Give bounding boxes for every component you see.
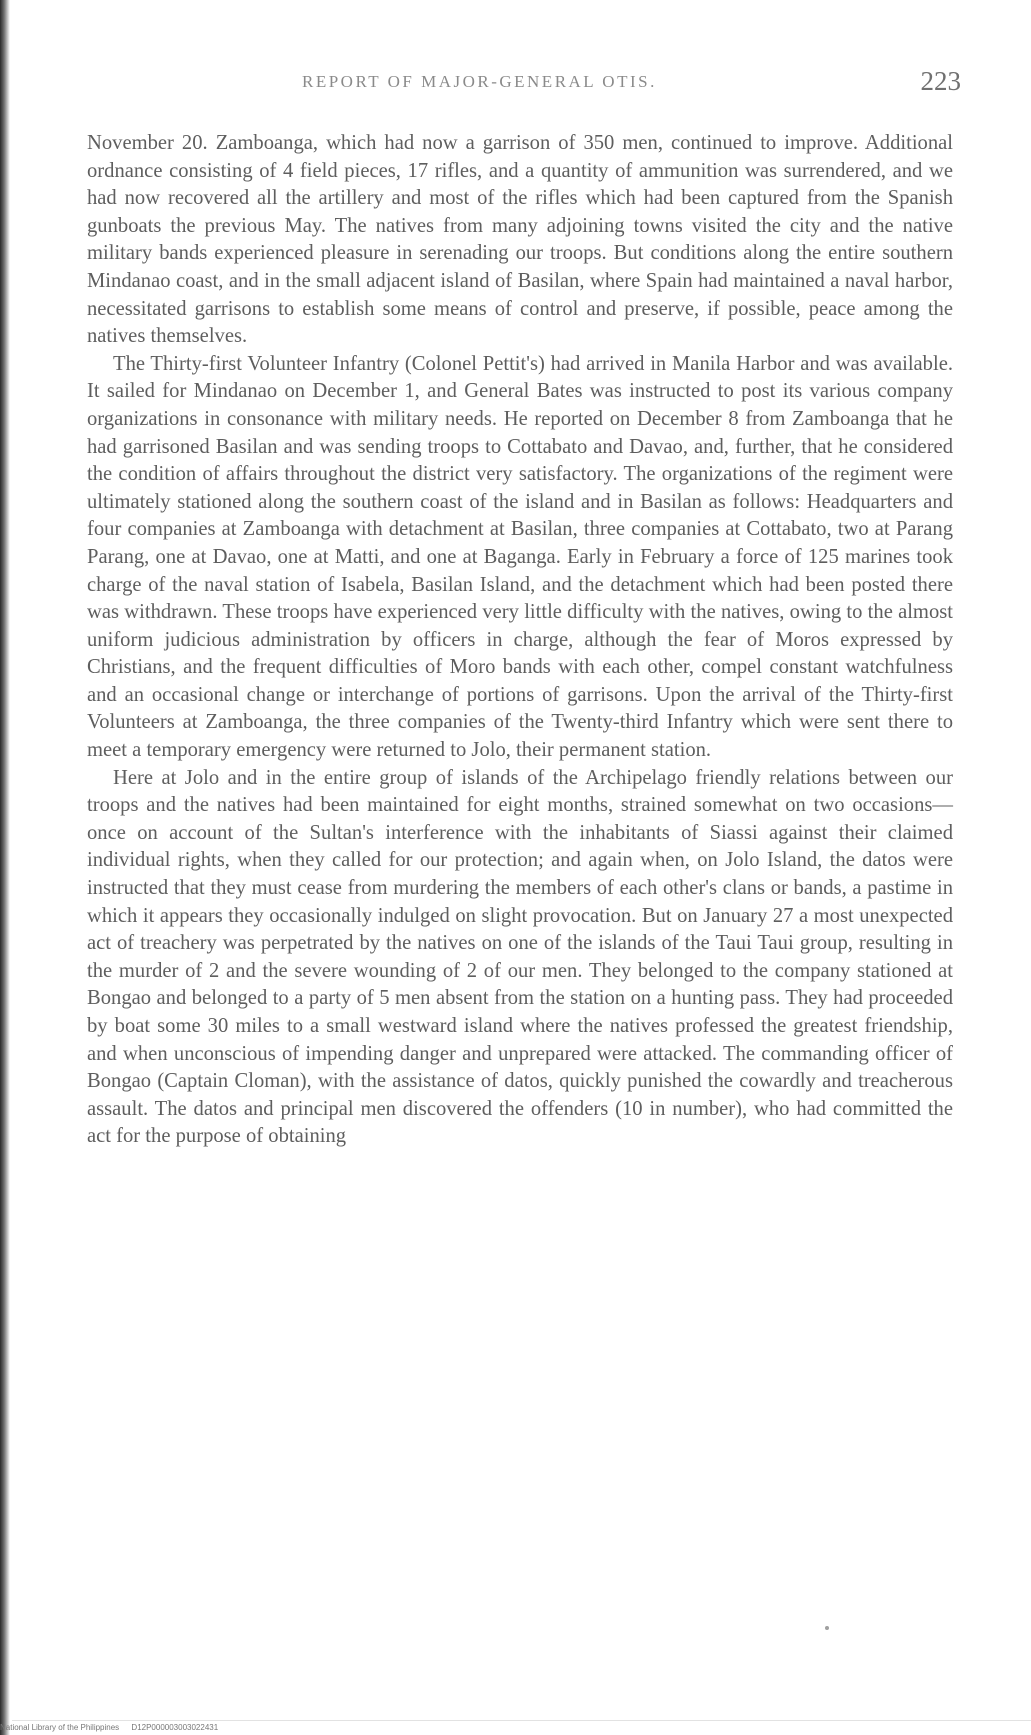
scan-speck — [825, 1626, 829, 1630]
scan-bottom-rule — [12, 1720, 1031, 1721]
page-number: 223 — [920, 66, 961, 96]
page-body — [87, 130, 953, 1151]
running-header-title: REPORT OF MAJOR-GENERAL OTIS. — [302, 72, 657, 91]
paragraph-thirty-first-volunteers: The Thirty-first Volunteer Infantry (Colonel Pettit's) had arrived in Manila Harbor and was available. It sailed for Mindanao on December 1, and General Bates was instructed to post its various company organizations in consonance with military needs. He reported on December 8 from Zamboanga that he had garrisoned Basilan and was sending troops to Cottabato and Davao, and, further, that he considered the condition of affairs throughout the district very satisfactory. The organizations of the regiment were ultimately stationed along the southern coast of the island and in Basilan as follows: Headquarters and four companies at Zamboanga with detachment at Basilan, three companies at Cottabato, two at Parang Parang, one at Davao, one at Matti, and one at Baganga. Early in February a force of 125 marines took charge of the naval station of Isabela, Basilan Island, and the detachment which had been posted there was withdrawn. These troops have experienced very little difficulty with the natives, owing to the almost uniform judicious administration by officers in charge, although the fear of Moros expressed by Christians, and the frequent difficulties of Moro bands with each other, compel constant watchfulness and an occasional change or interchange of portions of garrisons. Upon the arrival of the Thirty-first Volunteers at Zamboanga, the three companies of the Twenty-third Infantry which were sent there to meet a temporary emergency were returned to Jolo, their permanent station. — [87, 352, 953, 762]
footer-library-name: National Library of the Philippines — [0, 1723, 120, 1732]
scan-binding-edge — [0, 0, 10, 1735]
paragraph-jolo-relations: Here at Jolo and in the entire group of islands of the Archipelago friendly relations between our troops and the natives had been maintained for eight months, strained somewhat on two occasions—once on account of the Sultan's interference with the inhabitants of Siassi against their claimed individual rights, when they called for our protection; and again when, on Jolo Island, the datos were instructed that they must cease from murdering the members of each other's clans or bands, a pastime in which it appears they occasionally indulged on slight provocation. But on January 27 a most unexpected act of treachery was perpetrated by the natives on one of the islands of the Taui Taui group, resulting in the murder of 2 and the severe wounding of 2 of our men. They belonged to the company stationed at Bongao and belonged to a party of 5 men absent from the station on a hunting pass. They had proceeded by boat some 30 miles to a small westward island where the natives professed the greatest friendship, and when unconscious of impending danger and unprepared were attacked. The commanding officer of Bongao (Captain Cloman), with the assistance of datos, quickly punished the cowardly and treacherous assault. The datos and principal men discovered the offenders (10 in number), who had committed the act for the purpose of obtaining — [87, 766, 953, 1148]
scan-footer — [0, 1723, 218, 1732]
document-page — [12, 0, 1031, 1735]
paragraph-zamboanga-garrison: November 20. Zamboanga, which had now a garrison of 350 men, continued to improve. Additional ordnance consisting of 4 field pieces, 17 rifles, and a quantity of ammunition was surrendered, and we had now recovered all the artillery and most of the rifles which had been captured from the Spanish gunboats the previous May. The natives from many adjoining towns visited the city and the native military bands experienced pleasure in serenading our troops. But conditions along the entire southern Mindanao coast, and in the small adjacent island of Basilan, where Spain had maintained a naval harbor, necessitated garrisons to establish some means of control and preserve, if possible, peace among the natives themselves. — [87, 132, 953, 348]
footer-identifier: D12P000003003022431 — [131, 1723, 219, 1732]
